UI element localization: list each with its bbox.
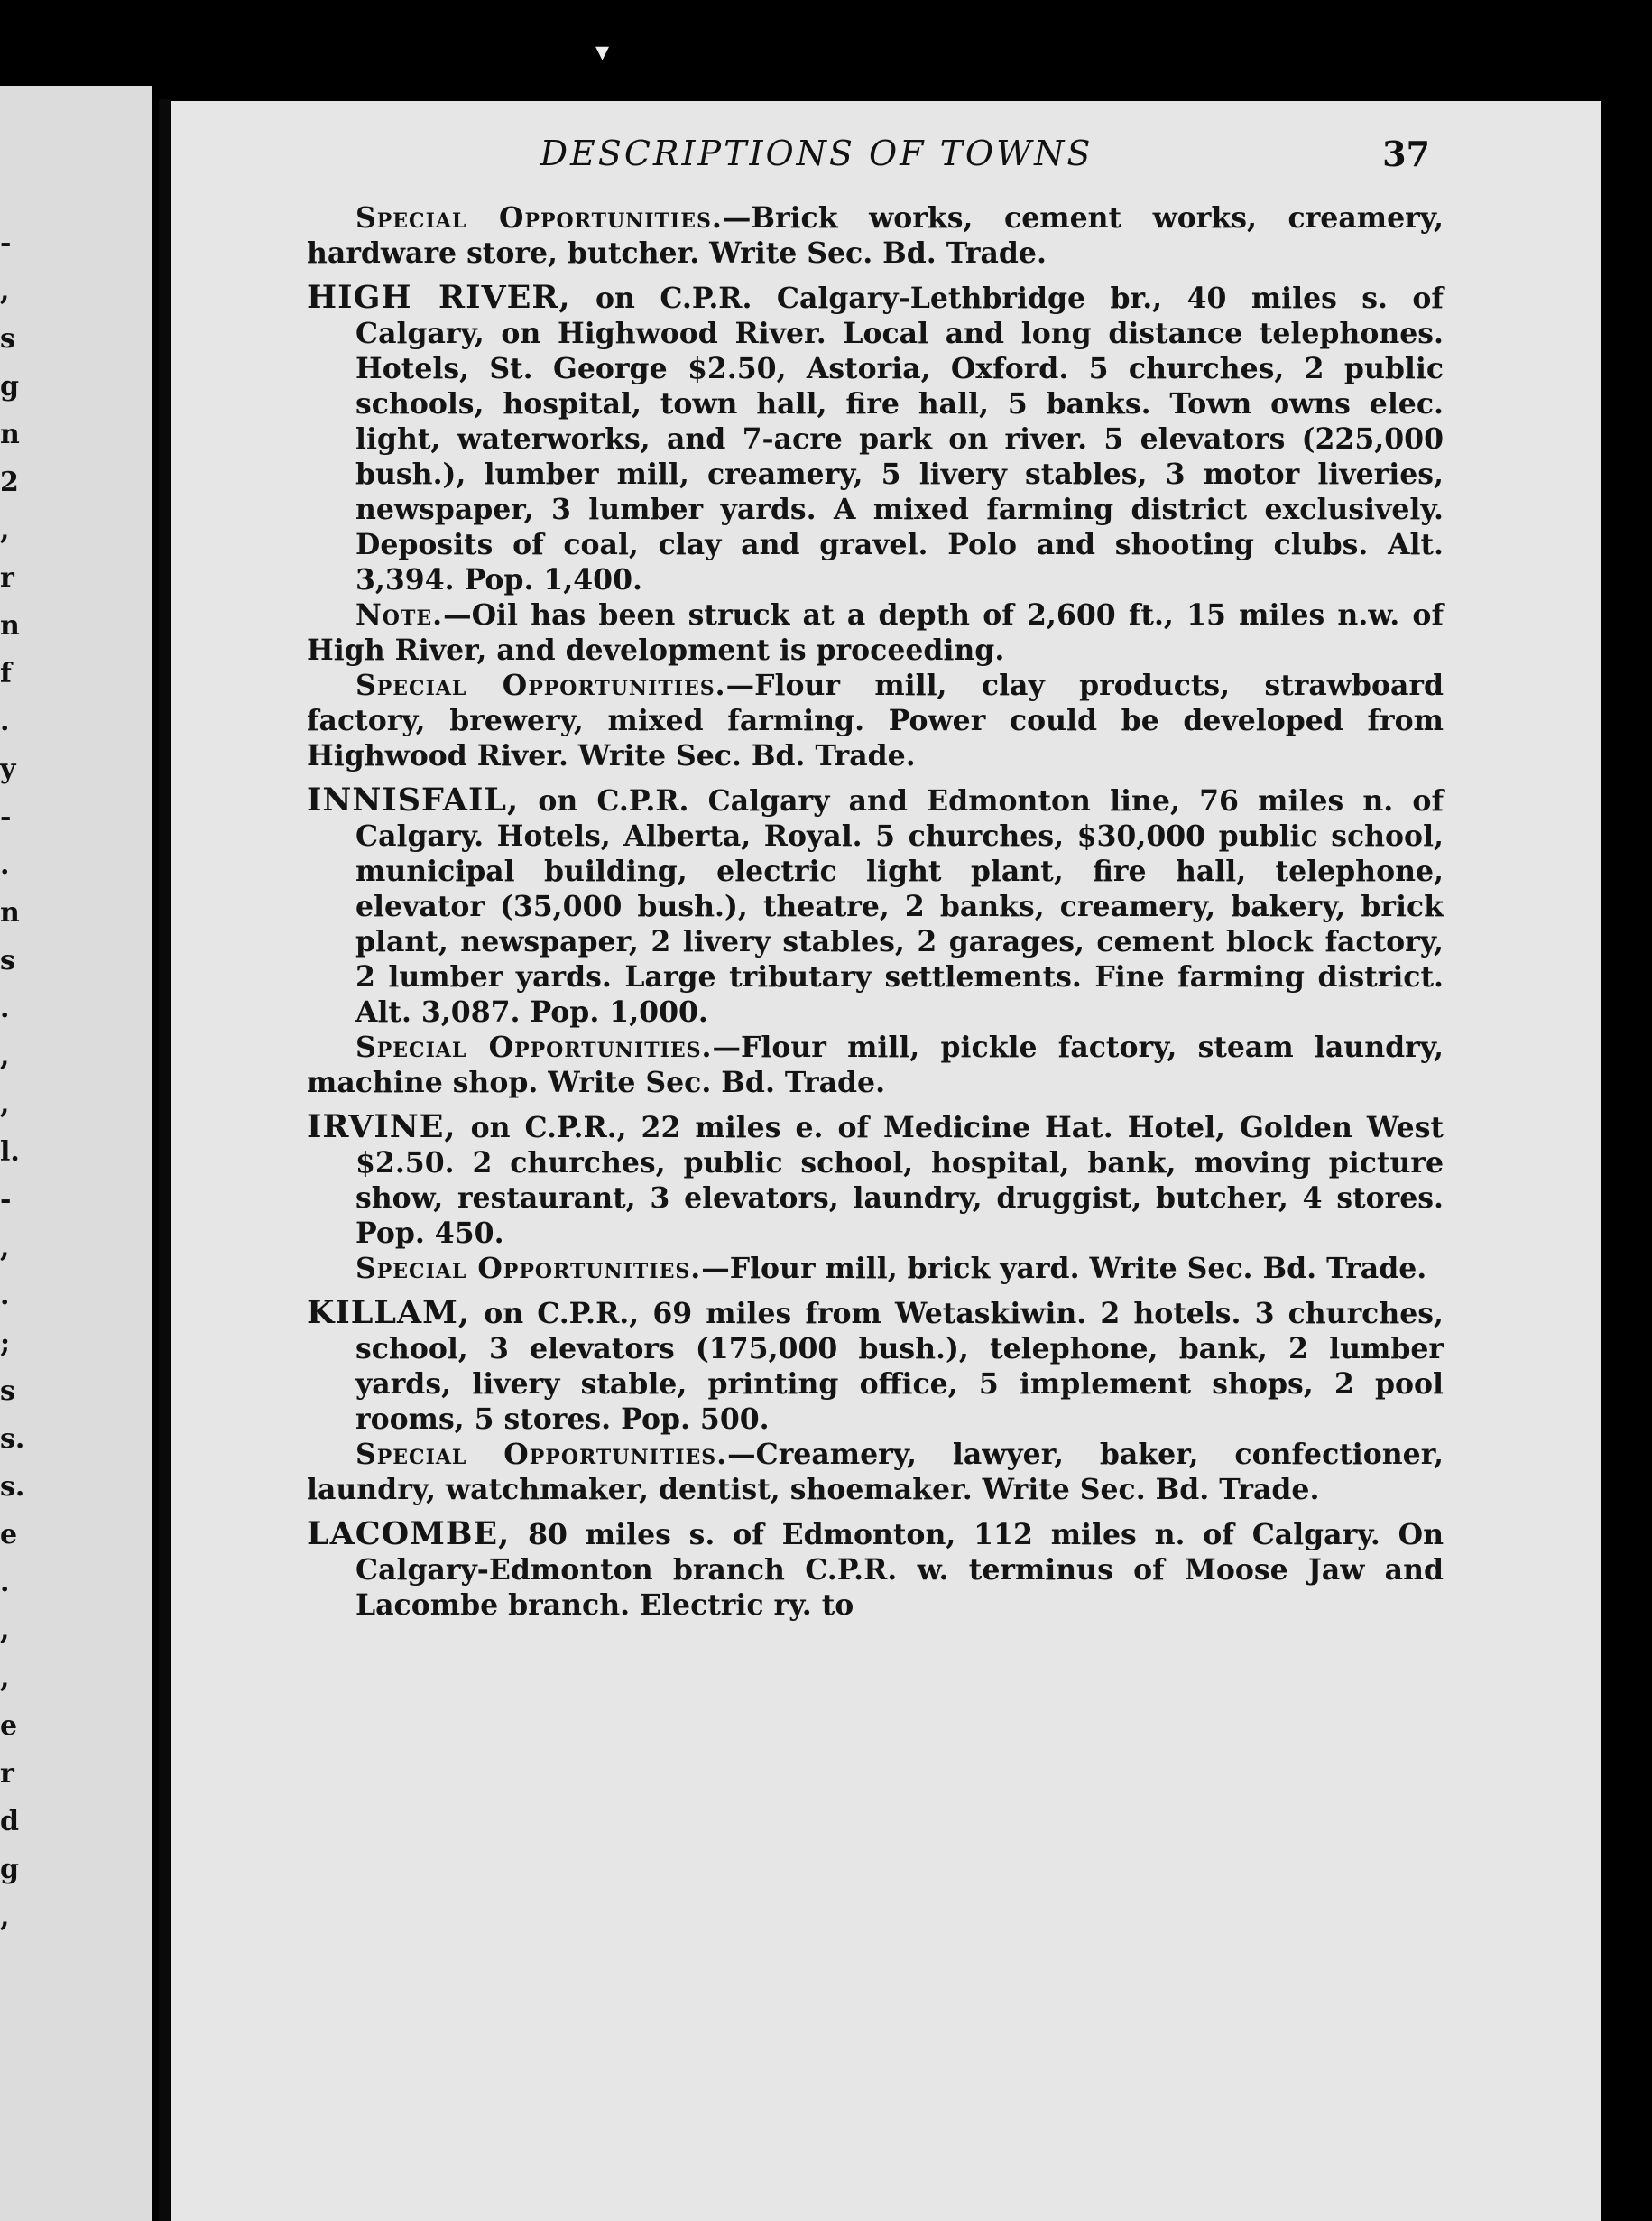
book-gutter (159, 99, 170, 2221)
previous-page-fragment: . (0, 849, 10, 881)
previous-page-fragment: s. (0, 1471, 25, 1503)
previous-page-fragment: ; (0, 1328, 11, 1359)
previous-page-fragment: , (0, 1615, 10, 1646)
previous-page-fragment: , (0, 514, 10, 546)
town-text: on C.P.R., 69 miles from Wetaskiwin. 2 hotels. 3 churches, school, 3 elevators (175,000 bush.), telephone, bank, 2 lumber yards, livery stable, printing office, 5 implement shops, 2 pool rooms, 5 stores. Pop. 500. (355, 1297, 1444, 1436)
previous-page-fragment: . (0, 993, 10, 1024)
town-name: INNISFAIL, (307, 782, 520, 819)
intro-special-opportunities (307, 200, 1444, 271)
note-label: Note. (355, 598, 444, 632)
page-header (411, 134, 1448, 188)
previous-page-fragment: g (0, 1854, 19, 1885)
previous-page-fragment: n (0, 897, 20, 929)
previous-page-fragment: s (0, 323, 15, 355)
town-special-opportunities (307, 668, 1444, 773)
special-opportunities-text: —Flour mill, clay products, strawboard factory, brewery, mixed farming. Power could be developed from Highwood River. Write Sec. Bd. Trade. (307, 669, 1444, 773)
town-description (307, 280, 1444, 597)
previous-page-fragment: s. (0, 1423, 25, 1455)
previous-page-fragment: y (0, 754, 16, 785)
special-opportunities-label: Special Opportunities. (355, 1252, 702, 1285)
previous-page-fragment: - (0, 227, 12, 259)
town-name: IRVINE, (307, 1108, 457, 1145)
previous-page-fragment: g (0, 371, 19, 403)
previous-page-fragment: 2 (0, 467, 19, 498)
previous-page-fragment: s (0, 945, 15, 976)
previous-page-fragment: n (0, 419, 20, 450)
town-name: KILLAM, (307, 1294, 471, 1331)
town-description (307, 782, 1444, 1030)
previous-page-text-fragments (0, 86, 27, 2221)
special-opportunities-text: —Brick works, cement works, creamery, hardware store, butcher. Write Sec. Bd. Trade. (307, 201, 1444, 270)
previous-page-fragment: , (0, 1088, 10, 1120)
previous-page-fragment: , (0, 275, 10, 307)
town-name: LACOMBE, (307, 1515, 511, 1552)
previous-page-fragment: d (0, 1806, 19, 1837)
town-text: on C.P.R. Calgary-Lethbridge br., 40 miles s. of Calgary, on Highwood River. Local and long distance telephones. Hotels, St. George $2.50, Astoria, Oxford. 5 churches, 2 public schools, hospital, town hall, fire hall, 5 banks. Town owns elec. light, waterworks, and 7-acre park on river. 5 elevators (225,000 bush.), lumber mill, creamery, 5 livery stables, 3 motor liveries, newspaper, 3 lumber yards. A mixed farming district exclusively. Deposits of coal, clay and gravel. Polo and shooting clubs. Alt. 3,394. Pop. 1,400. (355, 282, 1444, 597)
previous-page-fragment: . (0, 1567, 10, 1598)
town-note (307, 597, 1444, 668)
town-entry-irvine (307, 1109, 1444, 1286)
town-special-opportunities (307, 1251, 1444, 1286)
previous-page-fragment: . (0, 706, 10, 737)
special-opportunities-label: Special Opportunities. (355, 669, 726, 702)
previous-page-fragment: l. (0, 1136, 20, 1168)
previous-page-fragment: r (0, 562, 14, 594)
special-opportunities-text: —Flour mill, brick yard. Write Sec. Bd. Trade. (701, 1252, 1427, 1285)
town-text: 80 miles s. of Edmonton, 112 miles n. of Calgary. On Calgary-Edmonton branch C.P.R. w. terminus of Moose Jaw and Lacombe branch. Electric ry. to (355, 1518, 1444, 1622)
previous-page-fragment: , (0, 1902, 10, 1933)
town-special-opportunities (307, 1437, 1444, 1507)
town-entry-lacombe (307, 1516, 1444, 1623)
town-entry-innisfail (307, 782, 1444, 1100)
previous-page-edge (0, 86, 152, 2221)
special-opportunities-text: —Flour mill, pickle factory, steam laundry, machine shop. Write Sec. Bd. Trade. (307, 1031, 1444, 1099)
previous-page-fragment: - (0, 801, 12, 833)
previous-page-fragment: - (0, 1184, 12, 1216)
previous-page-fragment: , (0, 1232, 10, 1263)
town-text: on C.P.R. Calgary and Edmonton line, 76 miles n. of Calgary. Hotels, Alberta, Royal. 5 churches, $30,000 public school, municipal building, electric light plant, fire hall, telephone, elevator (35,000 bush.), theatre, 2 banks, creamery, bakery, brick plant, newspaper, 2 livery stables, 2 garages, cement block factory, 2 lumber yards. Large tributary settlements. Fine farming district. Alt. 3,087. Pop. 1,000. (355, 784, 1444, 1029)
previous-page-fragment: e (0, 1519, 18, 1550)
town-special-opportunities (307, 1030, 1444, 1100)
page-number: 37 (1382, 134, 1430, 174)
town-description (307, 1109, 1444, 1251)
previous-page-fragment: r (0, 1758, 14, 1790)
town-entry-killam (307, 1295, 1444, 1507)
previous-page-fragment: e (0, 1710, 18, 1742)
previous-page-fragment: s (0, 1375, 15, 1407)
note-text: —Oil has been struck at a depth of 2,600 ft., 15 miles n.w. of High River, and development is proceeding. (307, 598, 1444, 667)
special-opportunities-text: —Creamery, lawyer, baker, confectioner, laundry, watchmaker, dentist, shoemaker. Write Sec. Bd. Trade. (307, 1438, 1444, 1506)
special-opportunities-label: Special Opportunities. (355, 1031, 713, 1064)
town-description (307, 1295, 1444, 1437)
page-body (307, 200, 1444, 1623)
town-text: on C.P.R., 22 miles e. of Medicine Hat. Hotel, Golden West $2.50. 2 churches, public school, hospital, bank, moving picture show, restaurant, 3 elevators, laundry, druggist, butcher, 4 stores. Pop. 450. (355, 1111, 1444, 1250)
special-opportunities-label: Special Opportunities. (355, 201, 723, 235)
town-description (307, 1516, 1444, 1623)
top-margin-mark: ▾ (595, 36, 610, 68)
previous-page-fragment: n (0, 610, 20, 642)
town-entry-high-river (307, 280, 1444, 773)
running-title: DESCRIPTIONS OF TOWNS (540, 134, 1094, 173)
special-opportunities-label: Special Opportunities. (355, 1438, 728, 1471)
town-name: HIGH RIVER, (307, 279, 571, 316)
previous-page-fragment: f (0, 658, 12, 689)
previous-page-fragment: , (0, 1041, 10, 1072)
previous-page-fragment: , (0, 1662, 10, 1694)
previous-page-fragment: . (0, 1280, 10, 1311)
